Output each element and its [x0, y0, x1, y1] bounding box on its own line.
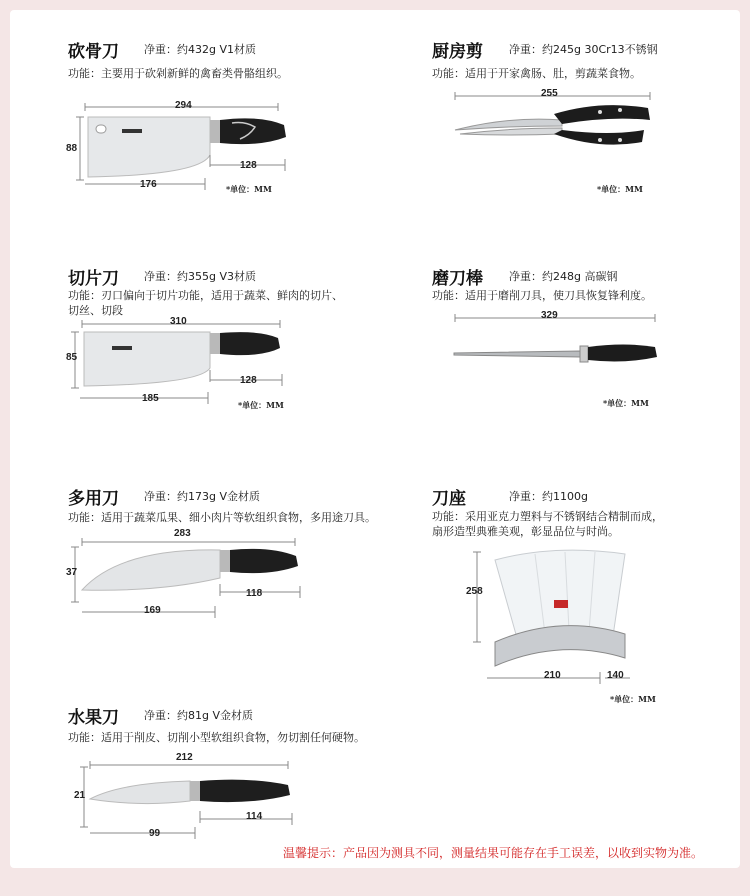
function-line: 功能：采用亚克力塑料与不锈钢结合精制而成，	[432, 510, 663, 523]
product-title: 切片刀	[68, 269, 119, 289]
unit-label: *单位：MM	[226, 184, 272, 194]
product-function: 功能：适用于开家禽肠、肚，剪蔬菜食物。	[432, 67, 641, 80]
dimension-height: 85	[66, 352, 78, 363]
dimension-handle: 118	[246, 588, 263, 599]
unit-label: *单位：MM	[238, 400, 284, 410]
product-title: 水果刀	[68, 708, 119, 728]
dimension-height: 88	[66, 143, 78, 154]
knife-block-image	[465, 540, 685, 700]
dimension-length: 329	[541, 310, 558, 321]
product-function: 功能：适用于磨削刀具，使刀具恢复锋利度。	[432, 289, 652, 302]
product-weight: 净重：约245g 30Cr13不锈钢	[509, 43, 658, 56]
dimension-length: 283	[174, 528, 191, 539]
product-weight: 净重：约355g V3材质	[144, 270, 256, 283]
dimension-length: 255	[541, 88, 558, 99]
slicing-knife-image	[60, 318, 310, 403]
product-weight: 净重：约173g V金材质	[144, 490, 260, 503]
product-function: 功能：适用于蔬菜瓜果、细小肉片等软组织食物，多用途刀具。	[68, 511, 376, 524]
product-weight: 净重：约81g V金材质	[144, 709, 254, 722]
product-function	[432, 509, 732, 539]
product-function: 功能：主要用于砍剁新鲜的禽畜类骨骼组织。	[68, 67, 288, 80]
fruit-knife-image	[60, 755, 310, 845]
dimension-handle: 114	[246, 811, 263, 822]
unit-label: *单位：MM	[597, 184, 643, 194]
dimension-depth: 140	[607, 670, 624, 681]
dimension-blade: 169	[144, 605, 161, 616]
product-title: 厨房剪	[432, 42, 483, 62]
dimension-height: 21	[74, 790, 86, 801]
product-weight: 净重：约248g 高碳钢	[509, 270, 618, 283]
dimension-blade: 99	[149, 828, 161, 839]
dimension-height: 258	[466, 586, 483, 597]
dimension-length: 294	[175, 100, 192, 111]
dimension-length: 210	[544, 670, 561, 681]
product-title: 砍骨刀	[68, 42, 119, 62]
product-title: 多用刀	[68, 489, 119, 509]
unit-label: *单位：MM	[610, 694, 656, 704]
dimension-blade: 176	[140, 179, 157, 190]
dimension-handle: 128	[240, 160, 257, 171]
dimension-height: 37	[66, 567, 78, 578]
product-weight: 净重：约432g V1材质	[144, 43, 256, 56]
sharpening-rod-image	[450, 312, 670, 372]
unit-label: *单位：MM	[603, 398, 649, 408]
product-weight: 净重：约1100g	[509, 490, 588, 503]
product-function	[68, 288, 398, 318]
function-line: 功能：刃口偏向于切片功能，适用于蔬菜、鲜肉的切片、	[68, 289, 343, 302]
function-line: 切丝、切段	[68, 304, 123, 317]
kitchen-scissors-image	[450, 92, 670, 162]
dimension-length: 212	[176, 752, 193, 763]
function-line: 扇形造型典雅美观，彰显品位与时尚。	[432, 525, 619, 538]
dimension-handle: 128	[240, 375, 257, 386]
santoku-knife-image	[60, 532, 310, 622]
product-title: 刀座	[432, 489, 466, 509]
product-function: 功能：适用于削皮、切削小型软组织食物，勿切割任何硬物。	[68, 731, 365, 744]
dimension-length: 310	[170, 316, 187, 327]
disclaimer-note: 温馨提示：产品因为测具不同，测量结果可能存在手工误差，以收到实物为准。	[283, 846, 704, 860]
dimension-blade: 185	[142, 393, 159, 404]
product-title: 磨刀棒	[432, 269, 483, 289]
